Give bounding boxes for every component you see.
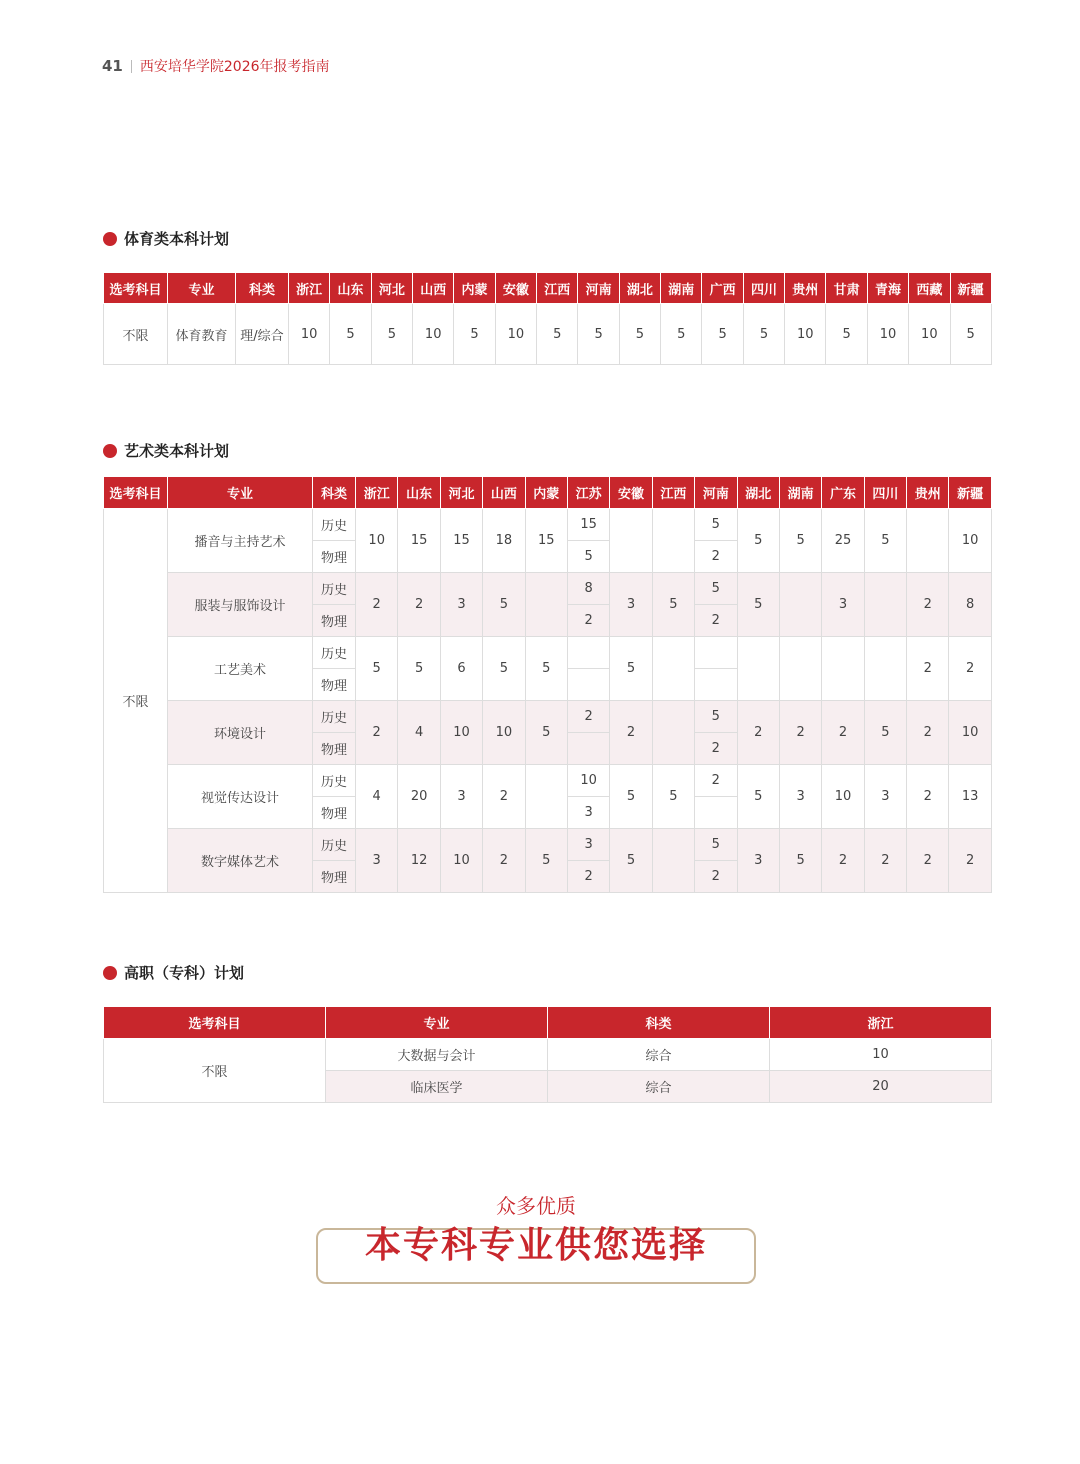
stream-cell: 物理 (313, 669, 356, 701)
column-header: 湖南 (661, 273, 702, 304)
major-name: 环境设计 (168, 701, 313, 765)
table-cell: 5 (864, 509, 906, 573)
column-header: 贵州 (785, 273, 826, 304)
table-cell: 2 (822, 829, 864, 893)
column-header: 河北 (371, 273, 412, 304)
table-cell: 15 (567, 509, 609, 541)
table-cell: 5 (537, 304, 578, 365)
table-cell (567, 669, 609, 701)
table-cell: 5 (661, 304, 702, 365)
column-header: 新疆 (950, 273, 991, 304)
column-header: 安徽 (495, 273, 536, 304)
column-header: 选考科目 (104, 273, 168, 304)
art-section-title: 艺术类本科计划 (103, 440, 229, 461)
table-cell: 综合 (548, 1039, 770, 1071)
table-cell (695, 637, 737, 669)
table-cell: 20 (398, 765, 440, 829)
table-cell (652, 829, 694, 893)
stream-cell: 物理 (313, 797, 356, 829)
column-header: 浙江 (289, 273, 330, 304)
column-header: 四川 (743, 273, 784, 304)
table-cell: 2 (356, 701, 398, 765)
column-header: 湖南 (779, 477, 821, 509)
table-cell: 5 (398, 637, 440, 701)
table-cell: 5 (737, 573, 779, 637)
table-cell: 10 (949, 509, 991, 573)
column-header: 专业 (326, 1007, 548, 1039)
table-cell: 3 (567, 797, 609, 829)
table-cell: 5 (525, 701, 567, 765)
table-cell: 2 (822, 701, 864, 765)
column-header: 甘肃 (826, 273, 867, 304)
table-cell: 10 (440, 829, 482, 893)
column-header: 浙江 (770, 1007, 992, 1039)
table-cell: 5 (737, 765, 779, 829)
stream-cell: 历史 (313, 829, 356, 861)
table-cell: 6 (440, 637, 482, 701)
table-cell (907, 509, 949, 573)
table-cell: 2 (356, 573, 398, 637)
table-cell: 5 (737, 509, 779, 573)
table-cell: 5 (619, 304, 660, 365)
table-cell: 5 (695, 829, 737, 861)
table-cell: 2 (398, 573, 440, 637)
column-header: 四川 (864, 477, 906, 509)
table-row (104, 701, 992, 733)
table-cell: 2 (907, 765, 949, 829)
column-header: 科类 (236, 273, 289, 304)
table-cell: 10 (822, 765, 864, 829)
column-header: 科类 (548, 1007, 770, 1039)
table-cell: 2 (695, 733, 737, 765)
table-cell: 15 (398, 509, 440, 573)
table-cell: 5 (695, 509, 737, 541)
stream-cell: 历史 (313, 573, 356, 605)
banner-title: 本专科专业供您选择 (364, 1225, 707, 1266)
table-row (104, 829, 992, 861)
table-cell (525, 573, 567, 637)
major-name: 服装与服饰设计 (168, 573, 313, 637)
table-cell: 15 (440, 509, 482, 573)
column-header: 科类 (313, 477, 356, 509)
stream-cell: 历史 (313, 765, 356, 797)
table-cell: 3 (567, 829, 609, 861)
column-header: 山西 (413, 273, 454, 304)
table-cell: 10 (949, 701, 991, 765)
table-row (104, 509, 992, 541)
table-cell: 2 (779, 701, 821, 765)
column-header: 广西 (702, 273, 743, 304)
table-cell: 10 (440, 701, 482, 765)
table-cell: 5 (610, 765, 652, 829)
table-row (104, 573, 992, 605)
stream-cell: 物理 (313, 733, 356, 765)
table-cell (864, 573, 906, 637)
table-cell: 4 (398, 701, 440, 765)
table-cell: 不限 (104, 304, 168, 365)
column-header: 广东 (822, 477, 864, 509)
table-cell: 10 (483, 701, 525, 765)
stream-cell: 物理 (313, 541, 356, 573)
vocational-section-title: 高职（专科）计划 (103, 962, 244, 983)
subject-cell: 不限 (104, 1039, 326, 1103)
table-cell: 10 (785, 304, 826, 365)
table-cell: 5 (525, 829, 567, 893)
table-cell (652, 509, 694, 573)
table-cell: 10 (413, 304, 454, 365)
table-cell: 10 (567, 765, 609, 797)
table-cell: 5 (525, 637, 567, 701)
table-cell: 3 (440, 573, 482, 637)
table-cell (779, 637, 821, 701)
table-cell: 5 (610, 637, 652, 701)
bullet-dot-icon (103, 444, 117, 458)
table-cell: 2 (949, 829, 991, 893)
stream-cell: 历史 (313, 701, 356, 733)
banner-subtitle: 众多优质 (496, 1194, 576, 1218)
promo-banner (316, 1190, 756, 1284)
table-cell: 2 (567, 605, 609, 637)
table-cell: 2 (483, 765, 525, 829)
bullet-dot-icon (103, 966, 117, 980)
table-cell: 12 (398, 829, 440, 893)
table-cell: 2 (610, 701, 652, 765)
major-name: 播音与主持艺术 (168, 509, 313, 573)
table-cell: 2 (695, 765, 737, 797)
table-cell: 大数据与会计 (326, 1039, 548, 1071)
table-cell: 5 (652, 573, 694, 637)
column-header: 河北 (440, 477, 482, 509)
column-header: 山东 (398, 477, 440, 509)
header-divider (131, 60, 132, 73)
table-cell: 综合 (548, 1071, 770, 1103)
table-cell: 5 (779, 509, 821, 573)
table-cell: 5 (652, 765, 694, 829)
table-cell: 3 (610, 573, 652, 637)
stream-cell: 物理 (313, 605, 356, 637)
column-header: 江苏 (567, 477, 609, 509)
major-name: 工艺美术 (168, 637, 313, 701)
table-cell: 2 (737, 701, 779, 765)
column-header: 专业 (168, 477, 313, 509)
table-cell (567, 637, 609, 669)
table-cell (525, 765, 567, 829)
table-cell: 20 (770, 1071, 992, 1103)
table-cell (695, 797, 737, 829)
art-plan-table (103, 476, 992, 893)
bullet-dot-icon (103, 232, 117, 246)
table-cell: 10 (356, 509, 398, 573)
column-header: 江西 (652, 477, 694, 509)
vocational-plan-table (103, 1006, 992, 1103)
table-cell: 5 (779, 829, 821, 893)
column-header: 西藏 (909, 273, 950, 304)
table-cell: 5 (950, 304, 991, 365)
table-cell: 5 (695, 701, 737, 733)
column-header: 河南 (695, 477, 737, 509)
stream-cell: 历史 (313, 509, 356, 541)
table-cell: 10 (909, 304, 950, 365)
table-cell (652, 701, 694, 765)
table-cell: 5 (695, 573, 737, 605)
column-header: 湖北 (619, 273, 660, 304)
table-cell: 18 (483, 509, 525, 573)
table-cell: 2 (907, 701, 949, 765)
table-cell: 理/综合 (236, 304, 289, 365)
column-header: 河南 (578, 273, 619, 304)
stream-cell: 物理 (313, 861, 356, 893)
column-header: 内蒙 (525, 477, 567, 509)
table-cell (652, 637, 694, 701)
table-cell: 5 (454, 304, 495, 365)
table-cell: 2 (695, 861, 737, 893)
table-cell: 2 (567, 701, 609, 733)
table-cell: 5 (356, 637, 398, 701)
table-cell (610, 509, 652, 573)
table-cell (822, 637, 864, 701)
column-header: 贵州 (907, 477, 949, 509)
table-cell: 5 (371, 304, 412, 365)
table-cell: 3 (356, 829, 398, 893)
table-cell: 2 (567, 861, 609, 893)
table-cell: 2 (907, 573, 949, 637)
table-cell: 体育教育 (168, 304, 236, 365)
table-cell: 10 (289, 304, 330, 365)
table-cell: 2 (483, 829, 525, 893)
table-cell: 临床医学 (326, 1071, 548, 1103)
table-cell: 3 (864, 765, 906, 829)
major-name: 数字媒体艺术 (168, 829, 313, 893)
column-header: 安徽 (610, 477, 652, 509)
table-cell: 10 (770, 1039, 992, 1071)
table-cell: 2 (695, 605, 737, 637)
sports-section-title: 体育类本科计划 (103, 228, 229, 249)
table-cell: 2 (949, 637, 991, 701)
table-cell: 5 (826, 304, 867, 365)
table-cell: 5 (864, 701, 906, 765)
column-header: 选考科目 (104, 1007, 326, 1039)
table-row (104, 765, 992, 797)
table-cell: 5 (578, 304, 619, 365)
table-cell: 4 (356, 765, 398, 829)
table-cell (567, 733, 609, 765)
table-cell: 8 (567, 573, 609, 605)
table-cell: 2 (864, 829, 906, 893)
page-number: 41 (102, 57, 123, 75)
sports-plan-table (103, 272, 992, 365)
column-header: 江西 (537, 273, 578, 304)
table-cell (737, 637, 779, 701)
column-header: 选考科目 (104, 477, 168, 509)
table-cell: 5 (567, 541, 609, 573)
table-cell: 13 (949, 765, 991, 829)
document-title: 西安培华学院2026年报考指南 (139, 59, 330, 75)
stream-cell: 历史 (313, 637, 356, 669)
table-cell: 2 (907, 829, 949, 893)
column-header: 内蒙 (454, 273, 495, 304)
column-header: 新疆 (949, 477, 991, 509)
table-cell: 2 (907, 637, 949, 701)
subject-cell: 不限 (104, 509, 168, 893)
table-cell: 25 (822, 509, 864, 573)
table-cell: 5 (483, 573, 525, 637)
column-header: 浙江 (356, 477, 398, 509)
table-cell: 3 (440, 765, 482, 829)
column-header: 青海 (867, 273, 908, 304)
table-cell: 10 (867, 304, 908, 365)
column-header: 山东 (330, 273, 371, 304)
table-row (104, 637, 992, 669)
table-row (104, 1039, 992, 1071)
table-cell: 5 (483, 637, 525, 701)
table-cell: 5 (610, 829, 652, 893)
table-cell: 2 (695, 541, 737, 573)
column-header: 湖北 (737, 477, 779, 509)
table-cell: 5 (330, 304, 371, 365)
table-cell: 3 (822, 573, 864, 637)
table-cell: 10 (495, 304, 536, 365)
column-header: 山西 (483, 477, 525, 509)
table-cell (864, 637, 906, 701)
major-name: 视觉传达设计 (168, 765, 313, 829)
table-cell: 3 (737, 829, 779, 893)
table-cell: 5 (702, 304, 743, 365)
table-cell: 8 (949, 573, 991, 637)
column-header: 专业 (168, 273, 236, 304)
table-cell: 3 (779, 765, 821, 829)
table-cell (779, 573, 821, 637)
table-cell (695, 669, 737, 701)
table-cell: 15 (525, 509, 567, 573)
table-cell: 5 (743, 304, 784, 365)
page-header (102, 56, 330, 76)
